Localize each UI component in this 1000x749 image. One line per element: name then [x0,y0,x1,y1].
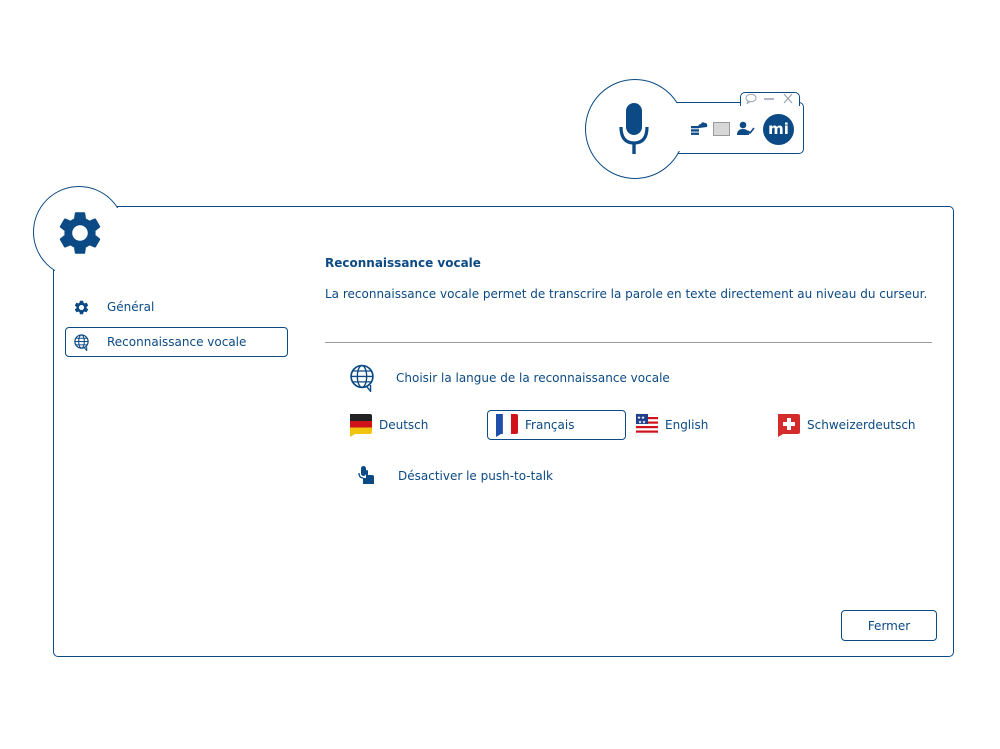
widget-joint [660,103,690,151]
close-button[interactable]: Fermer [841,610,937,641]
sidebar-item-label: Reconnaissance vocale [107,335,247,349]
language-label: Deutsch [379,418,429,432]
svg-text:★★: ★★ [637,416,646,421]
section-title: Reconnaissance vocale [325,256,481,270]
language-label: Schweizerdeutsch [807,418,916,432]
us-flag-icon [633,412,659,438]
language-option-schweizerdeutsch[interactable] [774,410,924,440]
mi-logo[interactable]: mi [763,114,794,145]
svg-text:★★: ★★ [638,420,647,426]
microphone-icon[interactable] [617,101,651,159]
window-icon[interactable] [713,121,730,140]
german-flag-icon [347,412,373,438]
cloud-database-icon[interactable] [690,121,708,140]
minimize-icon[interactable] [761,93,777,105]
globe-speech-icon [348,364,376,396]
divider [325,342,932,343]
french-flag-icon [493,412,519,438]
sidebar-item-general[interactable] [65,292,288,322]
language-label: Français [525,418,575,432]
language-section-label: Choisir la langue de la reconnaissance vocale [396,371,670,385]
globe-speech-icon [72,333,90,351]
sidebar-item-label: Général [107,300,155,314]
user-check-icon[interactable] [737,121,755,140]
language-label: English [665,418,709,432]
push-to-talk-icon[interactable] [358,465,376,489]
language-option-francais[interactable] [487,410,626,440]
language-option-deutsch[interactable] [346,410,476,440]
close-icon[interactable] [780,93,796,105]
language-option-english[interactable] [632,410,762,440]
sidebar-item-speech-recognition[interactable] [65,327,288,357]
feedback-icon[interactable] [743,93,759,105]
swiss-flag-icon [775,412,801,438]
push-to-talk-toggle[interactable]: Désactiver le push-to-talk [398,469,553,483]
widget-title-tab [740,92,800,106]
settings-gear-icon [54,207,106,263]
section-description: La reconnaissance vocale permet de transcrire la parole en texte directement au niveau du curseur. [325,287,928,301]
gear-icon [72,298,90,316]
